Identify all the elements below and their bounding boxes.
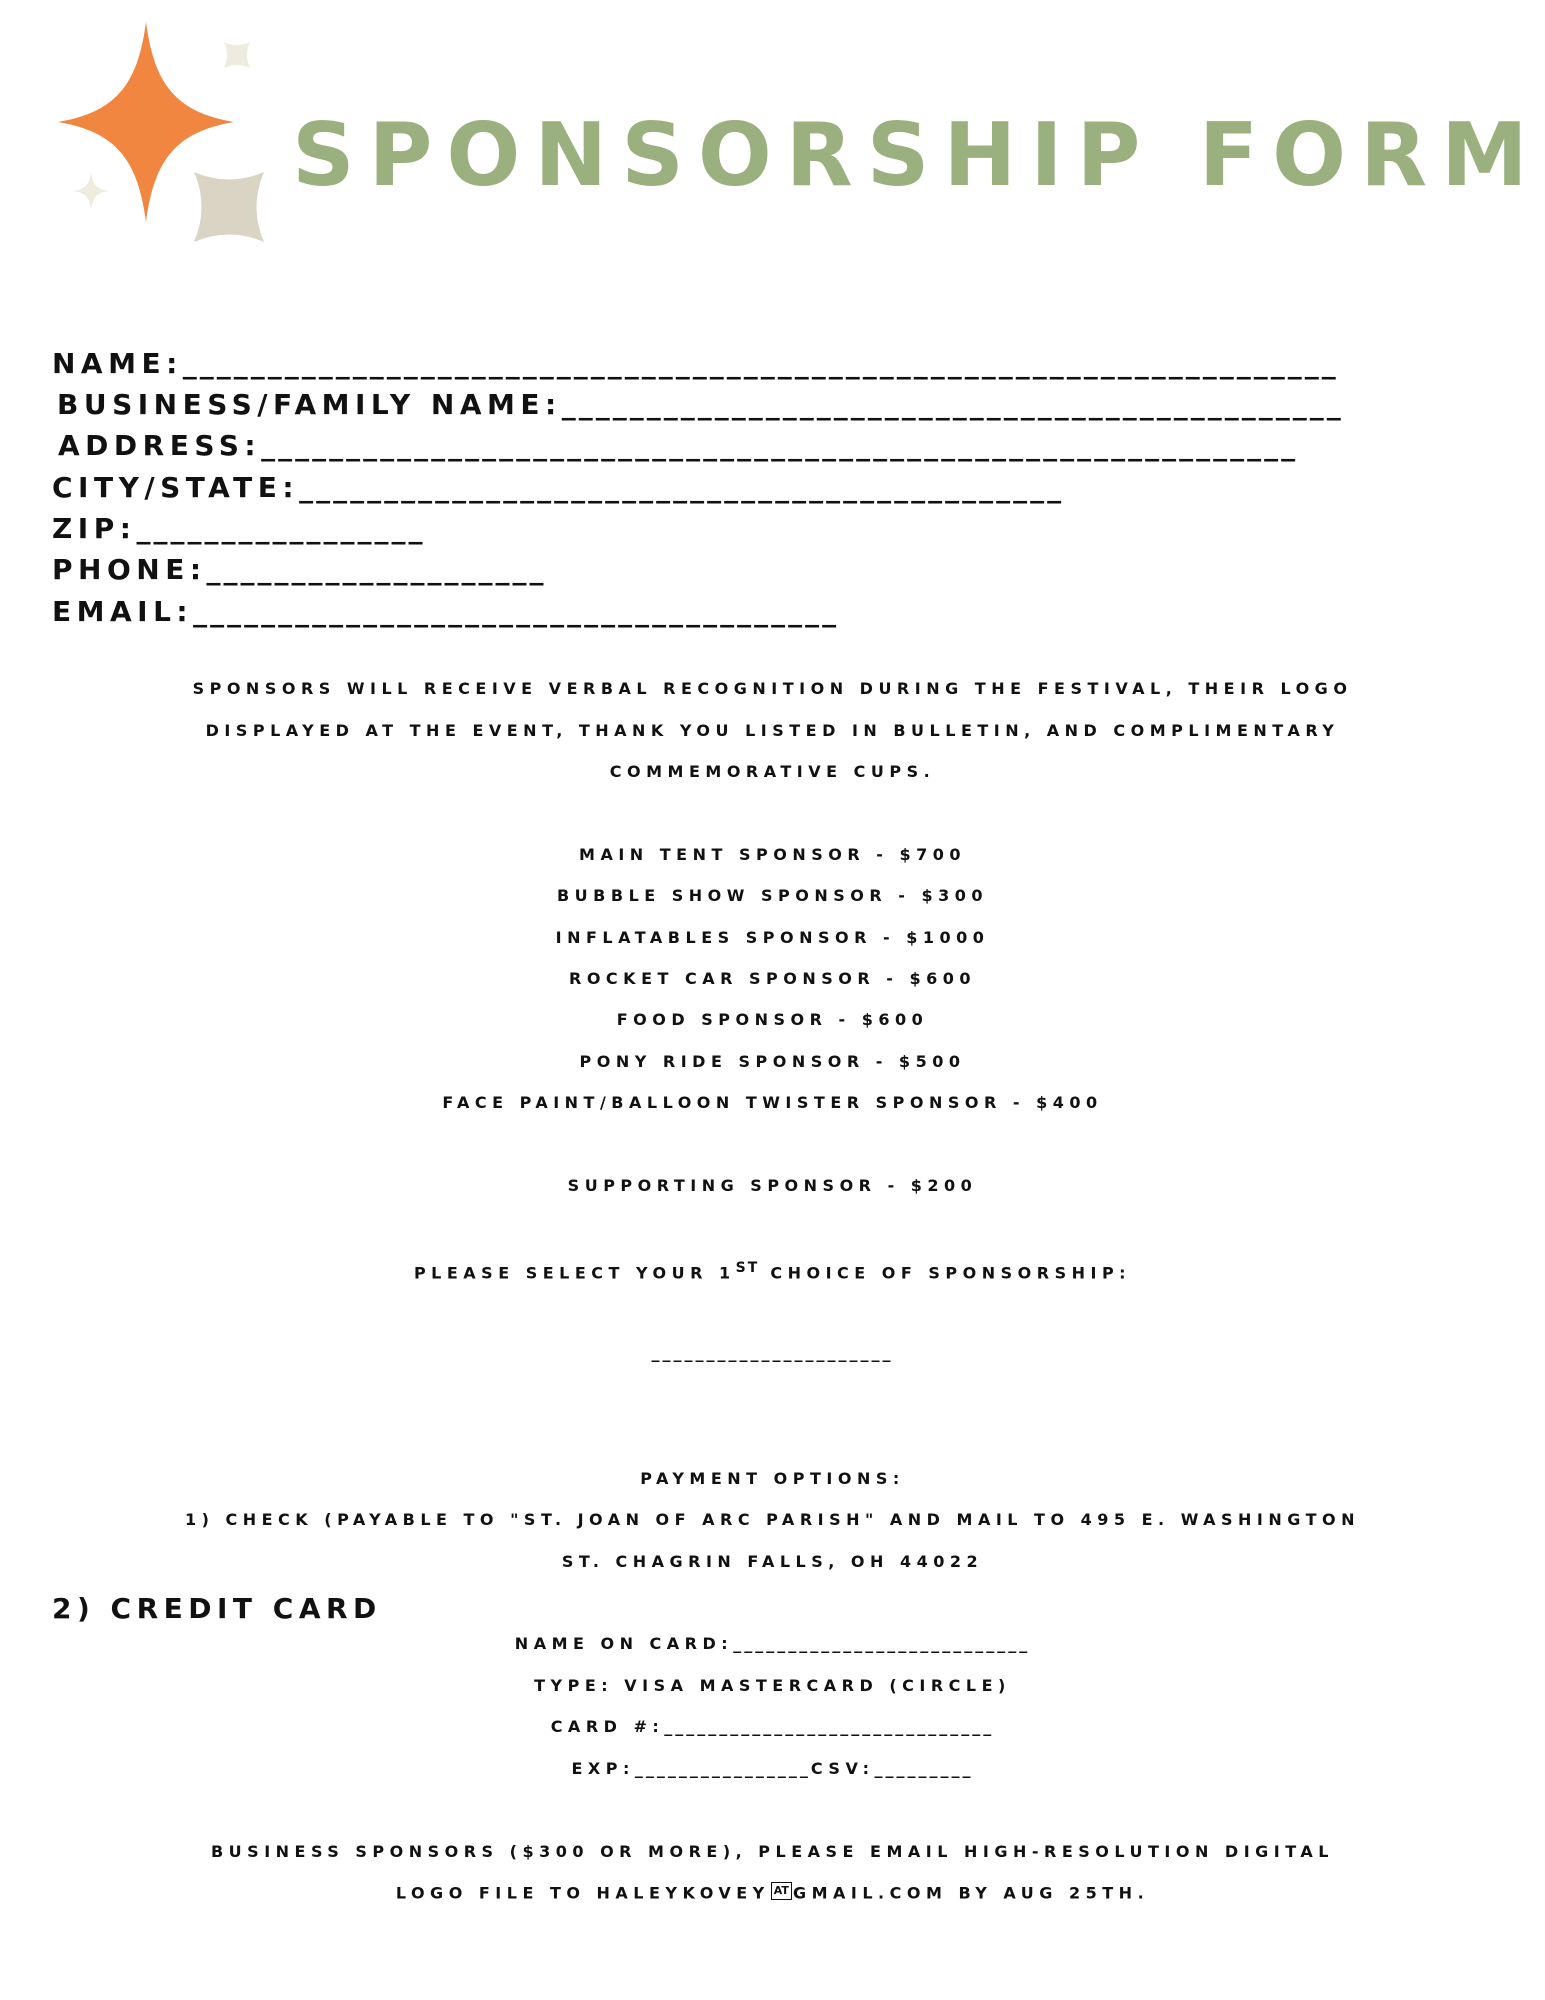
sponsorship-level: FACE PAINT/BALLOON TWISTER SPONSOR - $400 bbox=[442, 1093, 1103, 1112]
benefits-text-line: COMMEMORATIVE CUPS. bbox=[609, 762, 936, 781]
sponsorship-level: FOOD SPONSOR - $600 bbox=[616, 1010, 929, 1029]
phone-field[interactable] bbox=[52, 553, 547, 586]
choice-prompt-prefix: PLEASE SELECT YOUR 1 bbox=[413, 1263, 736, 1283]
sponsorship-level: BUBBLE SHOW SPONSOR - $300 bbox=[556, 886, 988, 905]
field-blank[interactable]: _____________________________________________ bbox=[299, 471, 1065, 504]
sponsorship-level: INFLATABLES SPONSOR - $1000 bbox=[555, 928, 990, 947]
field-blank[interactable]: _________ bbox=[874, 1759, 974, 1778]
field-label: PHONE: bbox=[52, 553, 207, 586]
name-on-card-field[interactable] bbox=[0, 1636, 1545, 1652]
page-title: SPONSORSHIP FORM bbox=[292, 104, 1542, 206]
payment-credit-card-label: 2) CREDIT CARD bbox=[52, 1592, 382, 1625]
sparkle-stars-icon bbox=[44, 22, 274, 252]
field-blank[interactable]: ________________ bbox=[634, 1759, 811, 1778]
address-field[interactable] bbox=[58, 429, 1299, 462]
field-label: BUSINESS/FAMILY NAME: bbox=[57, 388, 562, 421]
field-label: CSV: bbox=[810, 1759, 875, 1778]
sponsorship-level: ROCKET CAR SPONSOR - $600 bbox=[569, 969, 976, 988]
footer-note-line: BUSINESS SPONSORS ($300 OR MORE), PLEASE EMAIL HIGH-RESOLUTION DIGITAL bbox=[210, 1842, 1334, 1861]
supporting-sponsor-level: SUPPORTING SPONSOR - $200 bbox=[567, 1176, 978, 1195]
field-blank[interactable]: ______________________________ bbox=[664, 1717, 995, 1736]
choice-prompt bbox=[0, 1261, 1545, 1281]
field-label: EMAIL: bbox=[52, 595, 194, 628]
field-label: NAME ON CARD: bbox=[514, 1634, 734, 1653]
field-blank[interactable]: _________________ bbox=[136, 512, 426, 545]
payment-heading: PAYMENT OPTIONS: bbox=[640, 1469, 905, 1488]
field-label: ADDRESS: bbox=[58, 429, 262, 462]
sponsorship-level: MAIN TENT SPONSOR - $700 bbox=[579, 845, 966, 864]
field-blank[interactable]: _____________________________________________________________ bbox=[261, 429, 1299, 462]
choice-blank[interactable]: ______________________ bbox=[651, 1343, 894, 1362]
benefits-text-line: DISPLAYED AT THE EVENT, THANK YOU LISTED IN BULLETIN, AND COMPLIMENTARY bbox=[205, 721, 1340, 740]
beige-star-icon bbox=[194, 172, 264, 242]
field-blank[interactable]: ______________________________________ bbox=[193, 595, 840, 628]
email-field[interactable] bbox=[52, 595, 840, 628]
field-label: CARD #: bbox=[550, 1717, 665, 1736]
exp-csv-field[interactable] bbox=[0, 1761, 1545, 1777]
field-label: CITY/STATE: bbox=[52, 471, 300, 504]
field-blank[interactable]: ____________________________________________________________________ bbox=[182, 347, 1339, 380]
field-blank[interactable]: ______________________________________________ bbox=[561, 388, 1344, 421]
small-star-top-icon bbox=[224, 42, 250, 68]
card-number-field[interactable] bbox=[0, 1719, 1545, 1735]
footer-email-suffix: GMAIL.COM BY AUG 25TH. bbox=[792, 1883, 1150, 1903]
at-symbol-icon: AT bbox=[771, 1882, 792, 1900]
field-label: ZIP: bbox=[52, 512, 137, 545]
sponsorship-level: PONY RIDE SPONSOR - $500 bbox=[579, 1052, 966, 1071]
zip-field[interactable] bbox=[52, 512, 426, 545]
choice-prompt-superscript: ST bbox=[735, 1260, 760, 1276]
payment-check-line: 1) CHECK (PAYABLE TO "ST. JOAN OF ARC PARISH" AND MAIL TO 495 E. WASHINGTON bbox=[184, 1510, 1361, 1529]
payment-check-address: ST. CHAGRIN FALLS, OH 44022 bbox=[561, 1552, 984, 1571]
choice-prompt-suffix: CHOICE OF SPONSORSHIP: bbox=[759, 1263, 1132, 1283]
benefits-text-line: SPONSORS WILL RECEIVE VERBAL RECOGNITION DURING THE FESTIVAL, THEIR LOGO bbox=[192, 679, 1353, 698]
name-field[interactable] bbox=[52, 347, 1339, 380]
field-blank[interactable]: ___________________________ bbox=[733, 1634, 1031, 1653]
footer-note-line bbox=[0, 1885, 1545, 1903]
field-label: EXP: bbox=[571, 1759, 635, 1778]
small-star-left-icon bbox=[73, 172, 109, 210]
footer-email-prefix: LOGO FILE TO HALEYKOVEY bbox=[395, 1883, 770, 1903]
field-blank[interactable]: ____________________ bbox=[206, 553, 547, 586]
card-type-line[interactable]: TYPE: VISA MASTERCARD (CIRCLE) bbox=[534, 1676, 1011, 1695]
city-state-field[interactable] bbox=[52, 471, 1065, 504]
field-label: NAME: bbox=[52, 347, 183, 380]
business-name-field[interactable] bbox=[57, 388, 1344, 421]
